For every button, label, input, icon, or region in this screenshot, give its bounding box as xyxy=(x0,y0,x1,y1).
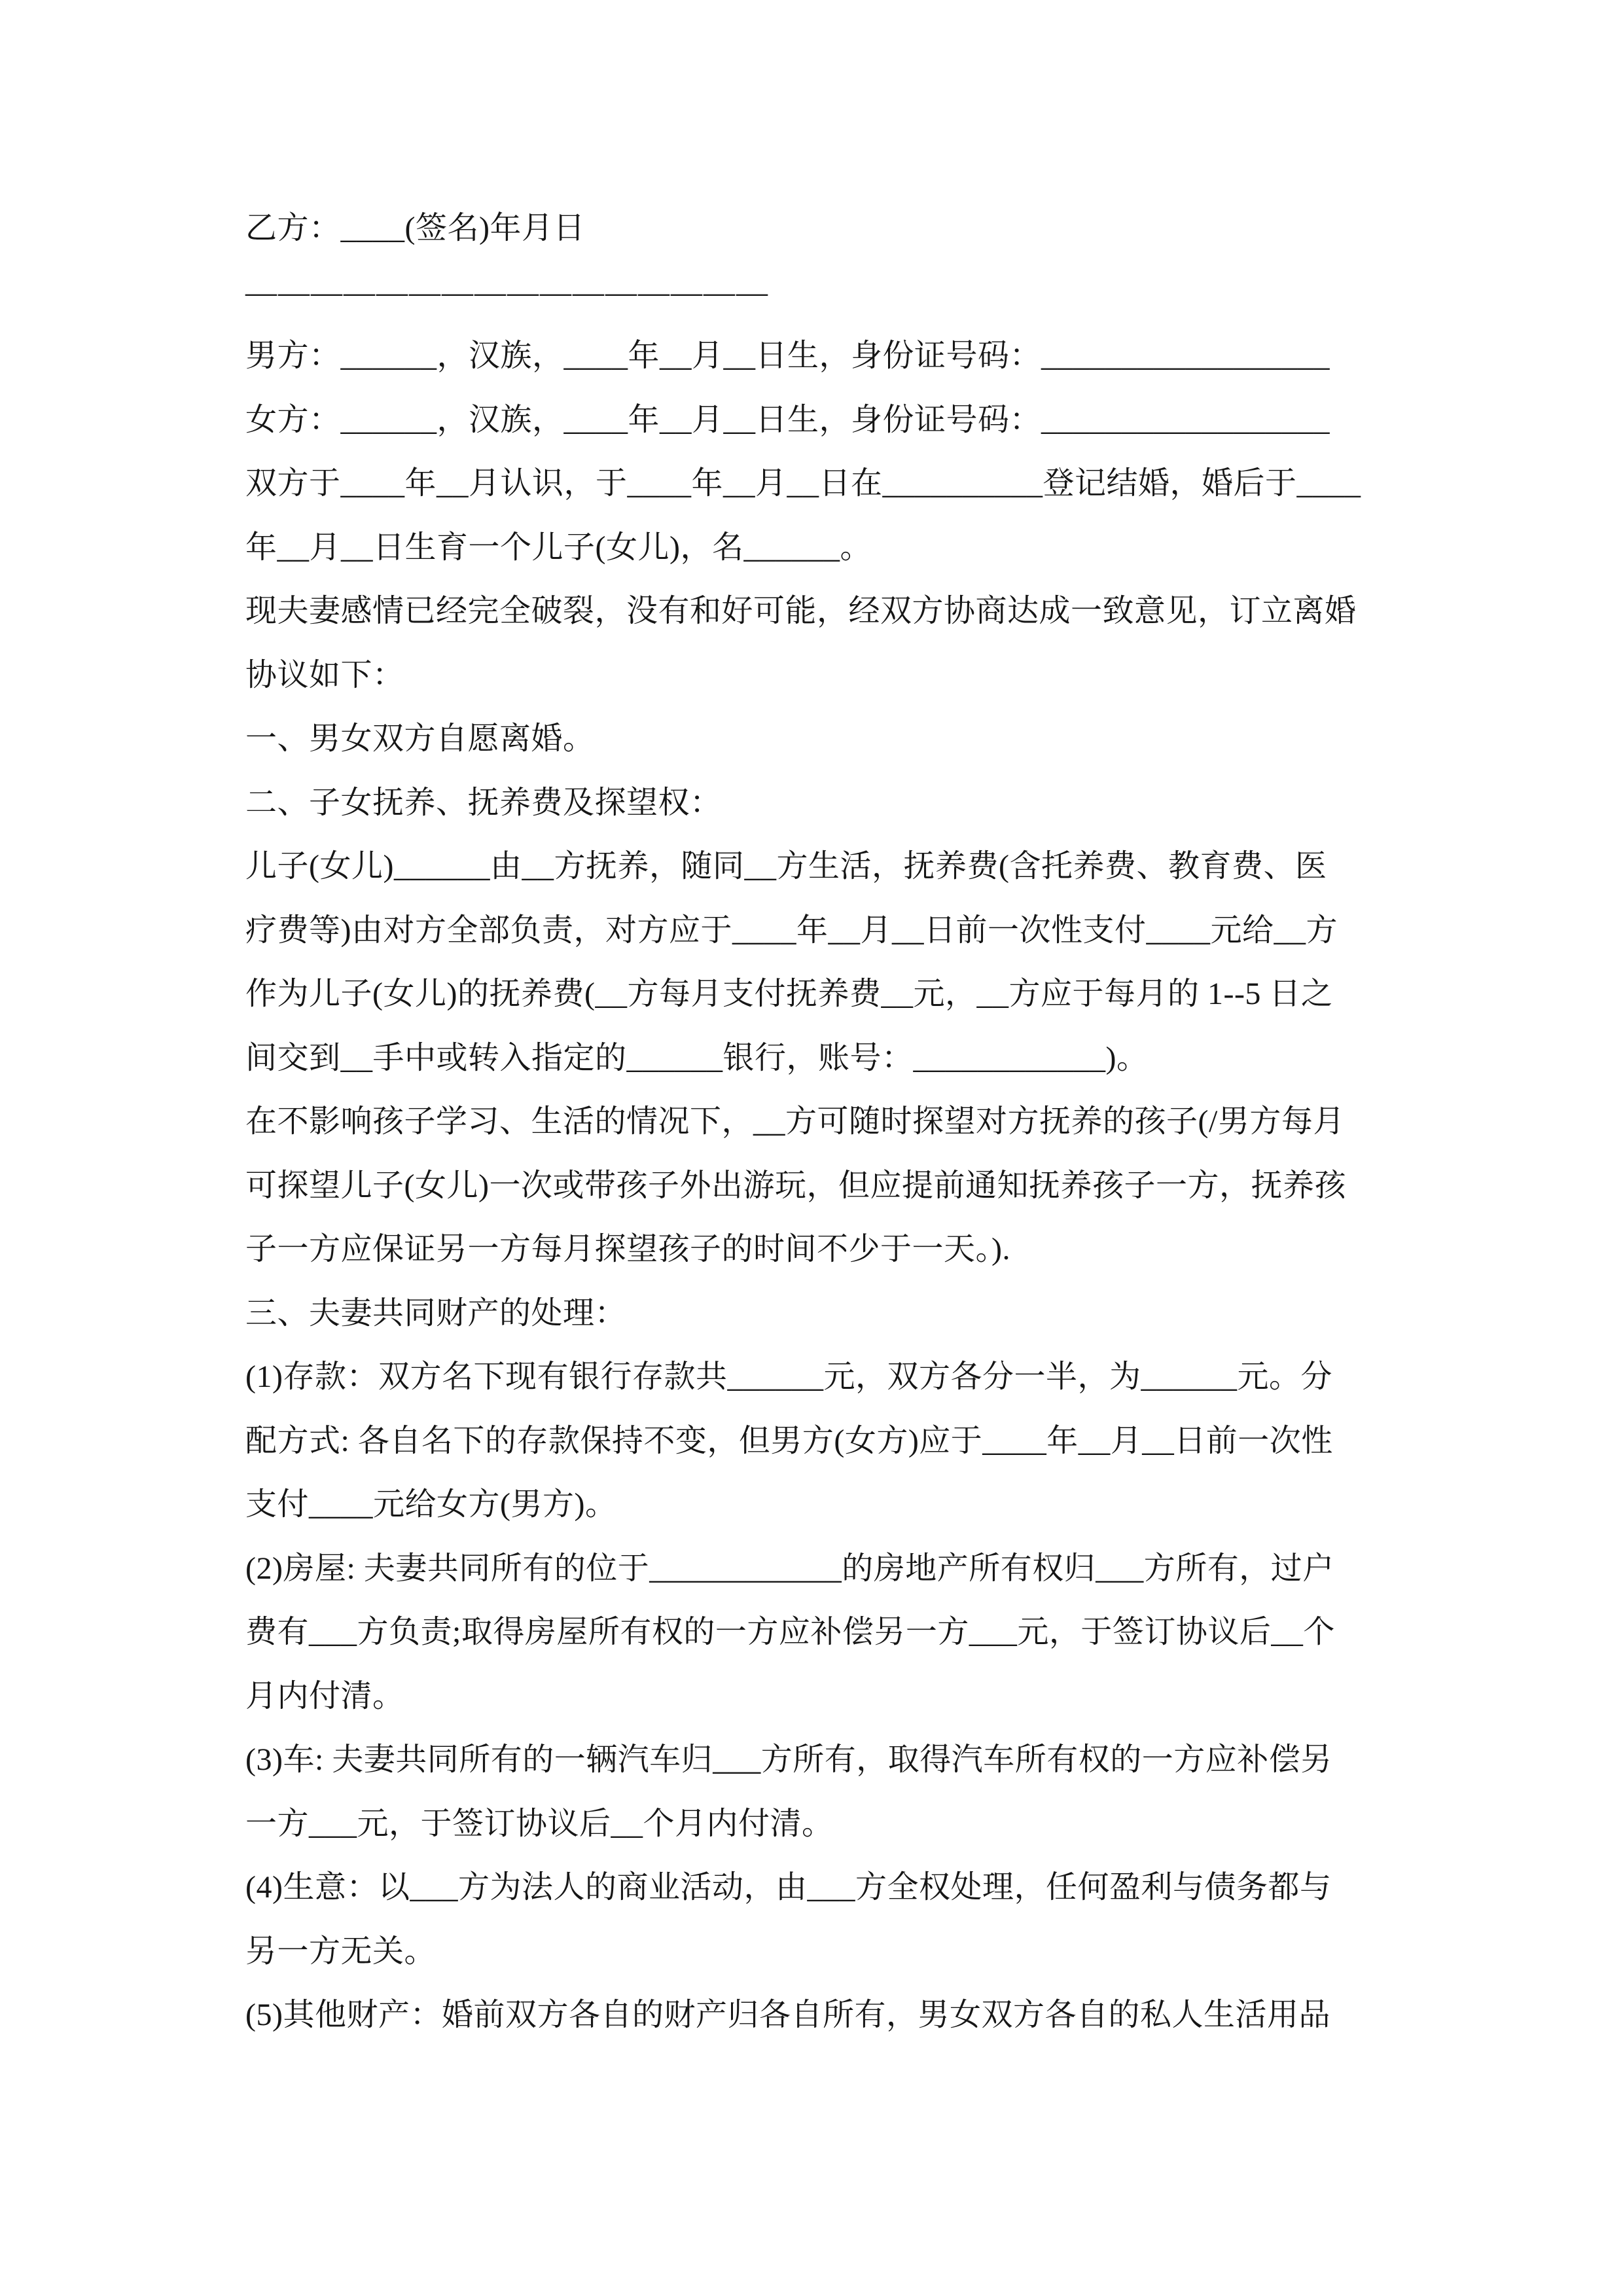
document-line: 女方：______，汉族，____年__月__日生，身份证号码：__________________ xyxy=(245,402,1330,437)
document-line: (4)生意：以___方为法人的商业活动，由___方全权处理，任何盈利与债务都与 xyxy=(245,1870,1332,1905)
document-line: 疗费等)由对方全部负责，对方应于____年__月__日前一次性支付____元给__方 xyxy=(245,912,1338,948)
document-line: 乙方：____(签名)年月日 xyxy=(245,211,585,245)
document-line: 月内付清。 xyxy=(245,1678,404,1713)
document-line: 协议如下： xyxy=(245,657,404,692)
document-line: 配方式: 各自名下的存款保持不变，但男方(女方)应于____年__月__日前一次性 xyxy=(245,1423,1333,1458)
document-line: 子一方应保证另一方每月探望孩子的时间不少于一天。). xyxy=(245,1232,1010,1266)
document-body xyxy=(245,196,1417,2047)
document-line: (1)存款：双方名下现有银行存款共______元，双方各分一半，为______元。分 xyxy=(245,1359,1332,1394)
document-line: 一方___元，于签订协议后__个月内付清。 xyxy=(245,1806,834,1841)
document-line: 二、子女抚养、抚养费及探望权： xyxy=(245,785,722,820)
document-line: (2)房屋: 夫妻共同所有的位于____________的房地产所有权归___方所有，过户 xyxy=(245,1551,1334,1586)
document-line: 支付____元给女方(男方)。 xyxy=(245,1487,617,1522)
document-line: (5)其他财产：婚前双方各自的财产归各自所有，男女双方各自的私人生活用品 xyxy=(245,1998,1330,2032)
document-line: 儿子(女儿)______由__方抚养，随同__方生活，抚养费(含托养费、教育费、医 xyxy=(245,849,1327,884)
document-line: 一、男女双方自愿离婚。 xyxy=(245,721,595,756)
document-line: 男方：______，汉族，____年__月__日生，身份证号码：__________________ xyxy=(245,338,1330,373)
document-line: 可探望儿子(女儿)一次或带孩子外出游玩，但应提前通知抚养孩子一方，抚养孩 xyxy=(245,1168,1346,1203)
document-line: 另一方无关。 xyxy=(245,1933,437,1969)
document-line: 费有___方负责;取得房屋所有权的一方应补偿另一方___元，于签订协议后__个 xyxy=(245,1615,1335,1649)
document-line: 间交到__手中或转入指定的______银行，账号：____________)。 xyxy=(245,1040,1149,1075)
document-line: (3)车: 夫妻共同所有的一辆汽车归___方所有，取得汽车所有权的一方应补偿另 xyxy=(245,1742,1332,1777)
separator-line: ———————————————— xyxy=(245,274,769,310)
document-line: 现夫妻感情已经完全破裂，没有和好可能，经双方协商达成一致意见，订立离婚 xyxy=(245,594,1357,628)
document-line: 双方于____年__月认识，于____年__月__日在__________登记结婚，婚后于____ xyxy=(245,466,1361,501)
document-line: 在不影响孩子学习、生活的情况下，__方可随时探望对方抚养的孩子(/男方每月 xyxy=(245,1104,1345,1139)
document-line: 年__月__日生育一个儿子(女儿)，名______。 xyxy=(245,529,872,565)
document-line: 作为儿子(女儿)的抚养费(__方每月支付抚养费__元，__方应于每月的 1--5 日之 xyxy=(245,977,1333,1011)
document-line: 三、夫妻共同财产的处理： xyxy=(245,1295,627,1331)
